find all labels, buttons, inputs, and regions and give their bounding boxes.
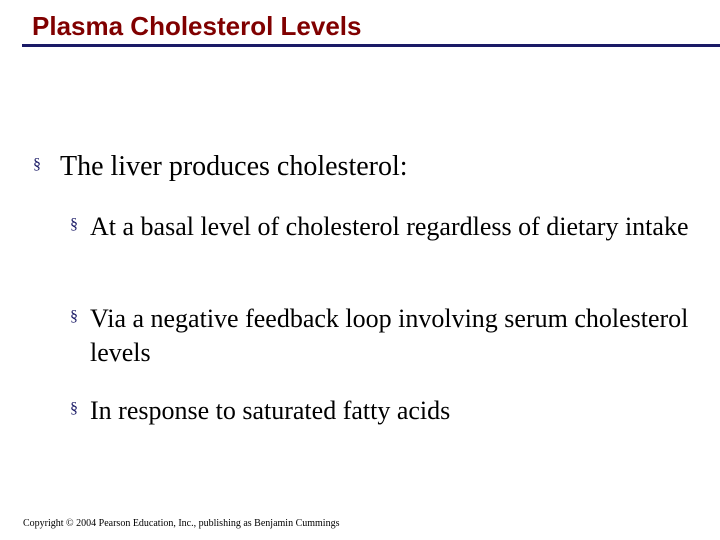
sub-bullet-text: Via a negative feedback loop involving serum cholesterol levels	[90, 304, 689, 367]
copyright-notice: Copyright © 2004 Pearson Education, Inc., publishing as Benjamin Cummings	[23, 518, 340, 529]
main-bullet-text: The liver produces cholesterol:	[60, 151, 408, 182]
main-bullet	[33, 150, 693, 184]
bullet-marker-icon: §	[70, 308, 78, 325]
title-divider	[22, 44, 720, 47]
bullet-marker-icon: §	[33, 156, 41, 173]
sub-bullet	[70, 210, 700, 244]
sub-bullet-text: In response to saturated fatty acids	[90, 396, 451, 425]
bullet-marker-icon: §	[70, 216, 78, 233]
sub-bullet	[70, 394, 700, 428]
slide-title: Plasma Cholesterol Levels	[32, 11, 362, 41]
bullet-marker-icon: §	[70, 400, 78, 417]
sub-bullet	[70, 302, 700, 370]
sub-bullet-text: At a basal level of cholesterol regardless of dietary intake	[90, 212, 689, 241]
